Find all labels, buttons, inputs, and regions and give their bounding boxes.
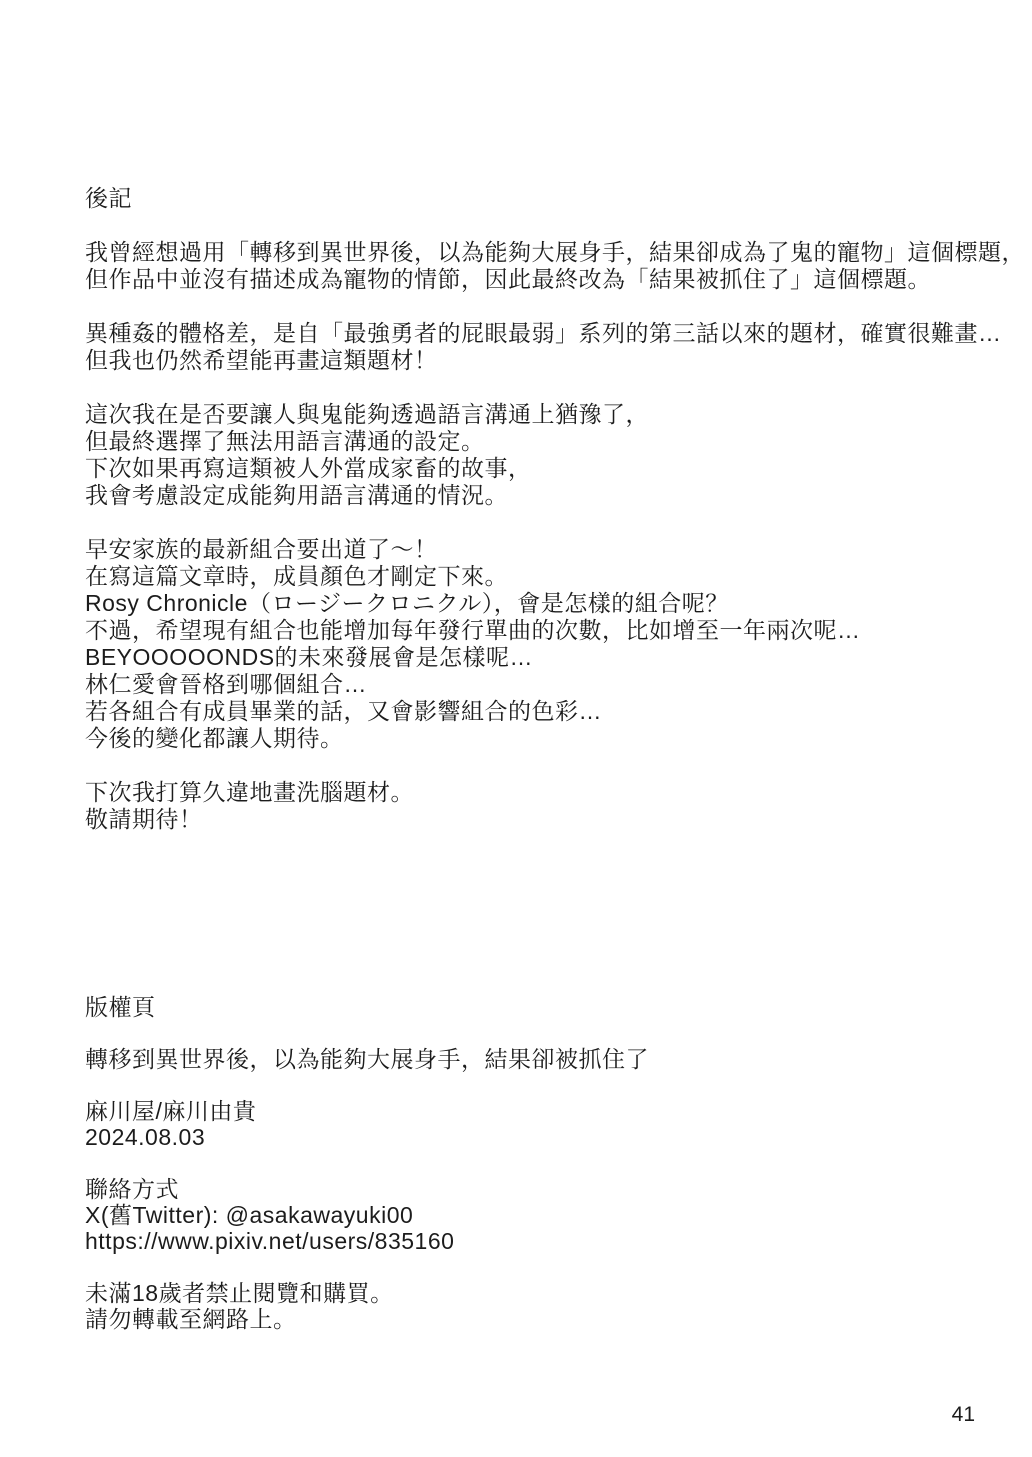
- no-repost-notice: 請勿轉載至網路上。: [85, 1306, 297, 1332]
- afterword-paragraph: [85, 779, 1025, 833]
- afterword-line: 下次我打算久違地畫洗腦題材。: [85, 779, 414, 805]
- afterword-section: [85, 185, 1025, 833]
- age-restriction-notice: 未滿18歲者禁止閱覽和購買。: [85, 1280, 394, 1306]
- page-number: 41: [951, 1403, 975, 1426]
- contact-pixiv-url: https://www.pixiv.net/users/835160: [85, 1228, 455, 1254]
- afterword-line: 不過，希望現有組合也能增加每年發行單曲的次數，比如增至一年兩次呢…: [85, 617, 861, 643]
- afterword-line: 我會考慮設定成能夠用語言溝通的情況。: [85, 482, 508, 508]
- afterword-line: 但我也仍然希望能再畫這類題材！: [85, 347, 438, 373]
- afterword-line: 林仁愛會晉格到哪個組合…: [85, 671, 367, 697]
- afterword-paragraph: [85, 239, 1025, 293]
- contact-x-handle: X(舊Twitter): @asakawayuki00: [85, 1202, 414, 1228]
- afterword-line: 但作品中並沒有描述成為寵物的情節，因此最終改為「結果被抓住了」這個標題。: [85, 266, 931, 292]
- afterword-line: 在寫這篇文章時，成員顏色才剛定下來。: [85, 563, 508, 589]
- colophon-title: 版權頁: [85, 994, 156, 1020]
- afterword-title: 後記: [85, 185, 132, 211]
- afterword-paragraph: [85, 320, 1025, 374]
- author-credit: 麻川屋/麻川由貴: [85, 1098, 257, 1124]
- afterword-line: 但最終選擇了無法用語言溝通的設定。: [85, 428, 485, 454]
- work-title: 轉移到異世界後，以為能夠大展身手，結果卻被抓住了: [85, 1046, 649, 1072]
- afterword-paragraph: [85, 536, 1025, 752]
- contact-heading: 聯絡方式: [85, 1176, 179, 1202]
- afterword-paragraph: [85, 401, 1025, 509]
- afterword-line: 早安家族的最新組合要出道了～！: [85, 536, 438, 562]
- afterword-line: 異種姦的體格差，是自「最強勇者的屁眼最弱」系列的第三話以來的題材，確實很難畫…: [85, 320, 1002, 346]
- afterword-line: 這次我在是否要讓人與鬼能夠透過語言溝通上猶豫了，: [85, 401, 649, 427]
- afterword-line: 我曾經想過用「轉移到異世界後，以為能夠大展身手，結果卻成為了鬼的寵物」這個標題，: [85, 239, 1025, 265]
- colophon-section: [85, 994, 649, 1332]
- afterword-line: BEYOOOOONDS的未來發展會是怎樣呢…: [85, 644, 534, 670]
- afterword-line: Rosy Chronicle（ロージークロニクル），會是怎樣的組合呢？: [85, 590, 729, 616]
- afterword-line: 敬請期待！: [85, 806, 203, 832]
- afterword-line: 今後的變化都讓人期待。: [85, 725, 344, 751]
- afterword-line: 下次如果再寫這類被人外當成家畜的故事，: [85, 455, 532, 481]
- afterword-line: 若各組合有成員畢業的話，又會影響組合的色彩…: [85, 698, 602, 724]
- publish-date: 2024.08.03: [85, 1124, 206, 1150]
